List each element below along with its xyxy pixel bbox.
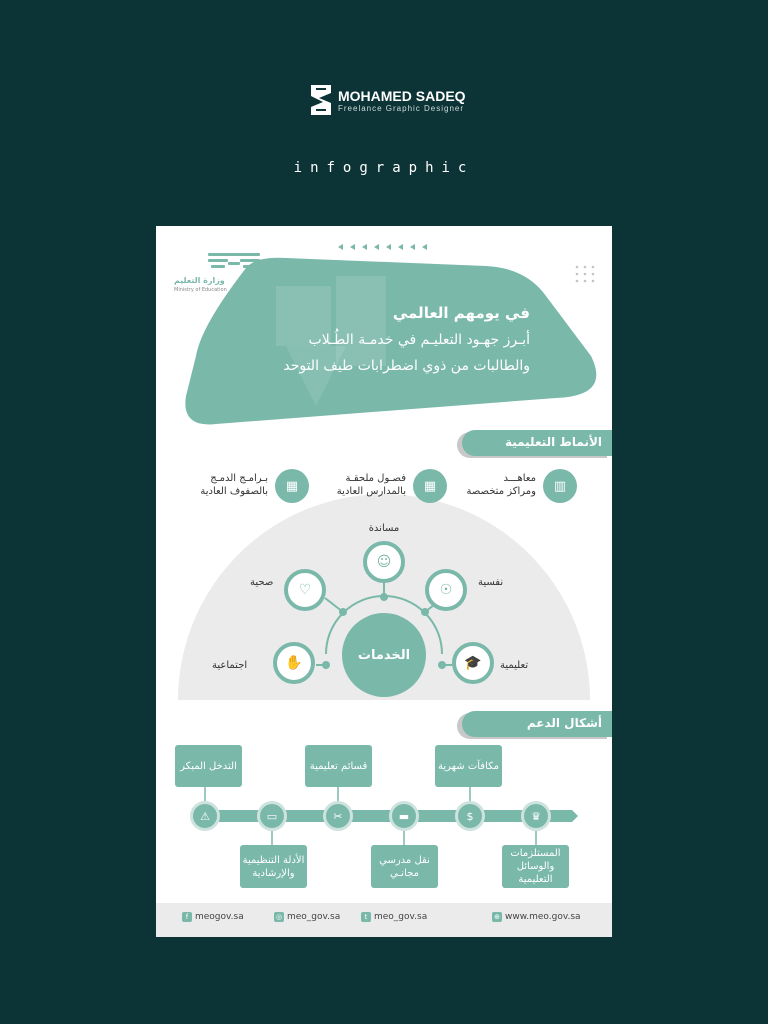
alarm-icon: ⚠ [190, 801, 220, 831]
hands-people-icon: ✋ [273, 642, 315, 684]
facebook-icon: f [182, 912, 192, 922]
footer-website[interactable] [492, 912, 581, 922]
service-label: مساندة [368, 523, 400, 534]
dots-grid-decoration [576, 266, 595, 283]
service-label: صحية [250, 577, 274, 588]
footer-twitter[interactable] [361, 912, 427, 922]
banner-line3: والطالبات من ذوي اضطرابات طيف التوحد [283, 358, 530, 374]
twitter-icon: t [361, 912, 371, 922]
pattern-3-line2: بالصفوف العادية [200, 486, 268, 497]
support-heading: أشكال الدعم [462, 711, 612, 737]
website-url: www.meo.gov.sa [505, 912, 581, 922]
designer-brand [310, 84, 466, 116]
support-item: المستلزمات والوسائل التعليمية [502, 845, 569, 888]
building-icon: ▥ [543, 469, 577, 503]
support-item: قسائم تعليمية [305, 745, 372, 787]
classroom-icon: ▦ [413, 469, 447, 503]
support-item: الأدلة التنظيمية والإرشادية [240, 845, 307, 888]
support-group-icon: ☺ [363, 541, 405, 583]
banner-line1: في يومهم العالمي [392, 304, 530, 322]
pattern-3 [200, 472, 268, 498]
money-icon: $ [455, 801, 485, 831]
classroom-icon: ▦ [275, 469, 309, 503]
support-item: نقل مدرسي مجانـي [371, 845, 438, 888]
patterns-heading: الأنماط التعليمية [462, 430, 612, 456]
graduation-cap-icon: 🎓 [452, 642, 494, 684]
supplies-icon: ♛ [521, 801, 551, 831]
page-title: infographic [293, 160, 475, 176]
pattern-2-line1: فصـول ملحقـة [345, 473, 406, 484]
ministry-name-ar: وزارة التعليم [174, 276, 225, 285]
support-item: مكافآت شهرية [435, 745, 502, 787]
support-item: التدخل المبكر [175, 745, 242, 787]
services-center: الخدمات [342, 613, 426, 697]
twitter-handle: meo_gov.sa [374, 912, 428, 922]
banner-line2: أبـرز جهـود التعليـم في خدمـة الطُـلاب [308, 332, 530, 348]
voucher-icon: ✂ [323, 801, 353, 831]
designer-tagline: Freelance Graphic Designer [338, 103, 465, 113]
ministry-name-en: Ministry of Education [174, 287, 227, 293]
bus-icon: ▬ [389, 801, 419, 831]
globe-icon: ⊕ [492, 912, 502, 922]
arrows-decoration [338, 244, 427, 250]
designer-logo-icon [310, 84, 332, 116]
footer-instagram[interactable] [274, 912, 340, 922]
service-label: تعليمية [500, 660, 529, 671]
facebook-handle: meogov.sa [195, 912, 244, 922]
instagram-handle: meo_gov.sa [287, 912, 341, 922]
pattern-2 [337, 472, 406, 498]
folder-icon: ▭ [257, 801, 287, 831]
pattern-1 [467, 472, 536, 498]
pattern-2-line2: بالمدارس العادية [336, 486, 406, 497]
brain-head-icon: ☉ [425, 569, 467, 611]
heart-hand-icon: ♡ [284, 569, 326, 611]
designer-name: MOHAMED SADEQ [338, 87, 466, 104]
footer-facebook[interactable] [182, 912, 244, 922]
instagram-icon: ◎ [275, 913, 283, 921]
pattern-3-line1: بـرامـج الدمـج [210, 473, 268, 484]
service-label: اجتماعية [212, 660, 248, 671]
pattern-1-line1: معاهـــد [503, 473, 536, 484]
pattern-1-line2: ومراكز متخصصة [466, 486, 536, 497]
service-label: نفسية [478, 577, 504, 588]
infographic-poster [156, 226, 612, 937]
